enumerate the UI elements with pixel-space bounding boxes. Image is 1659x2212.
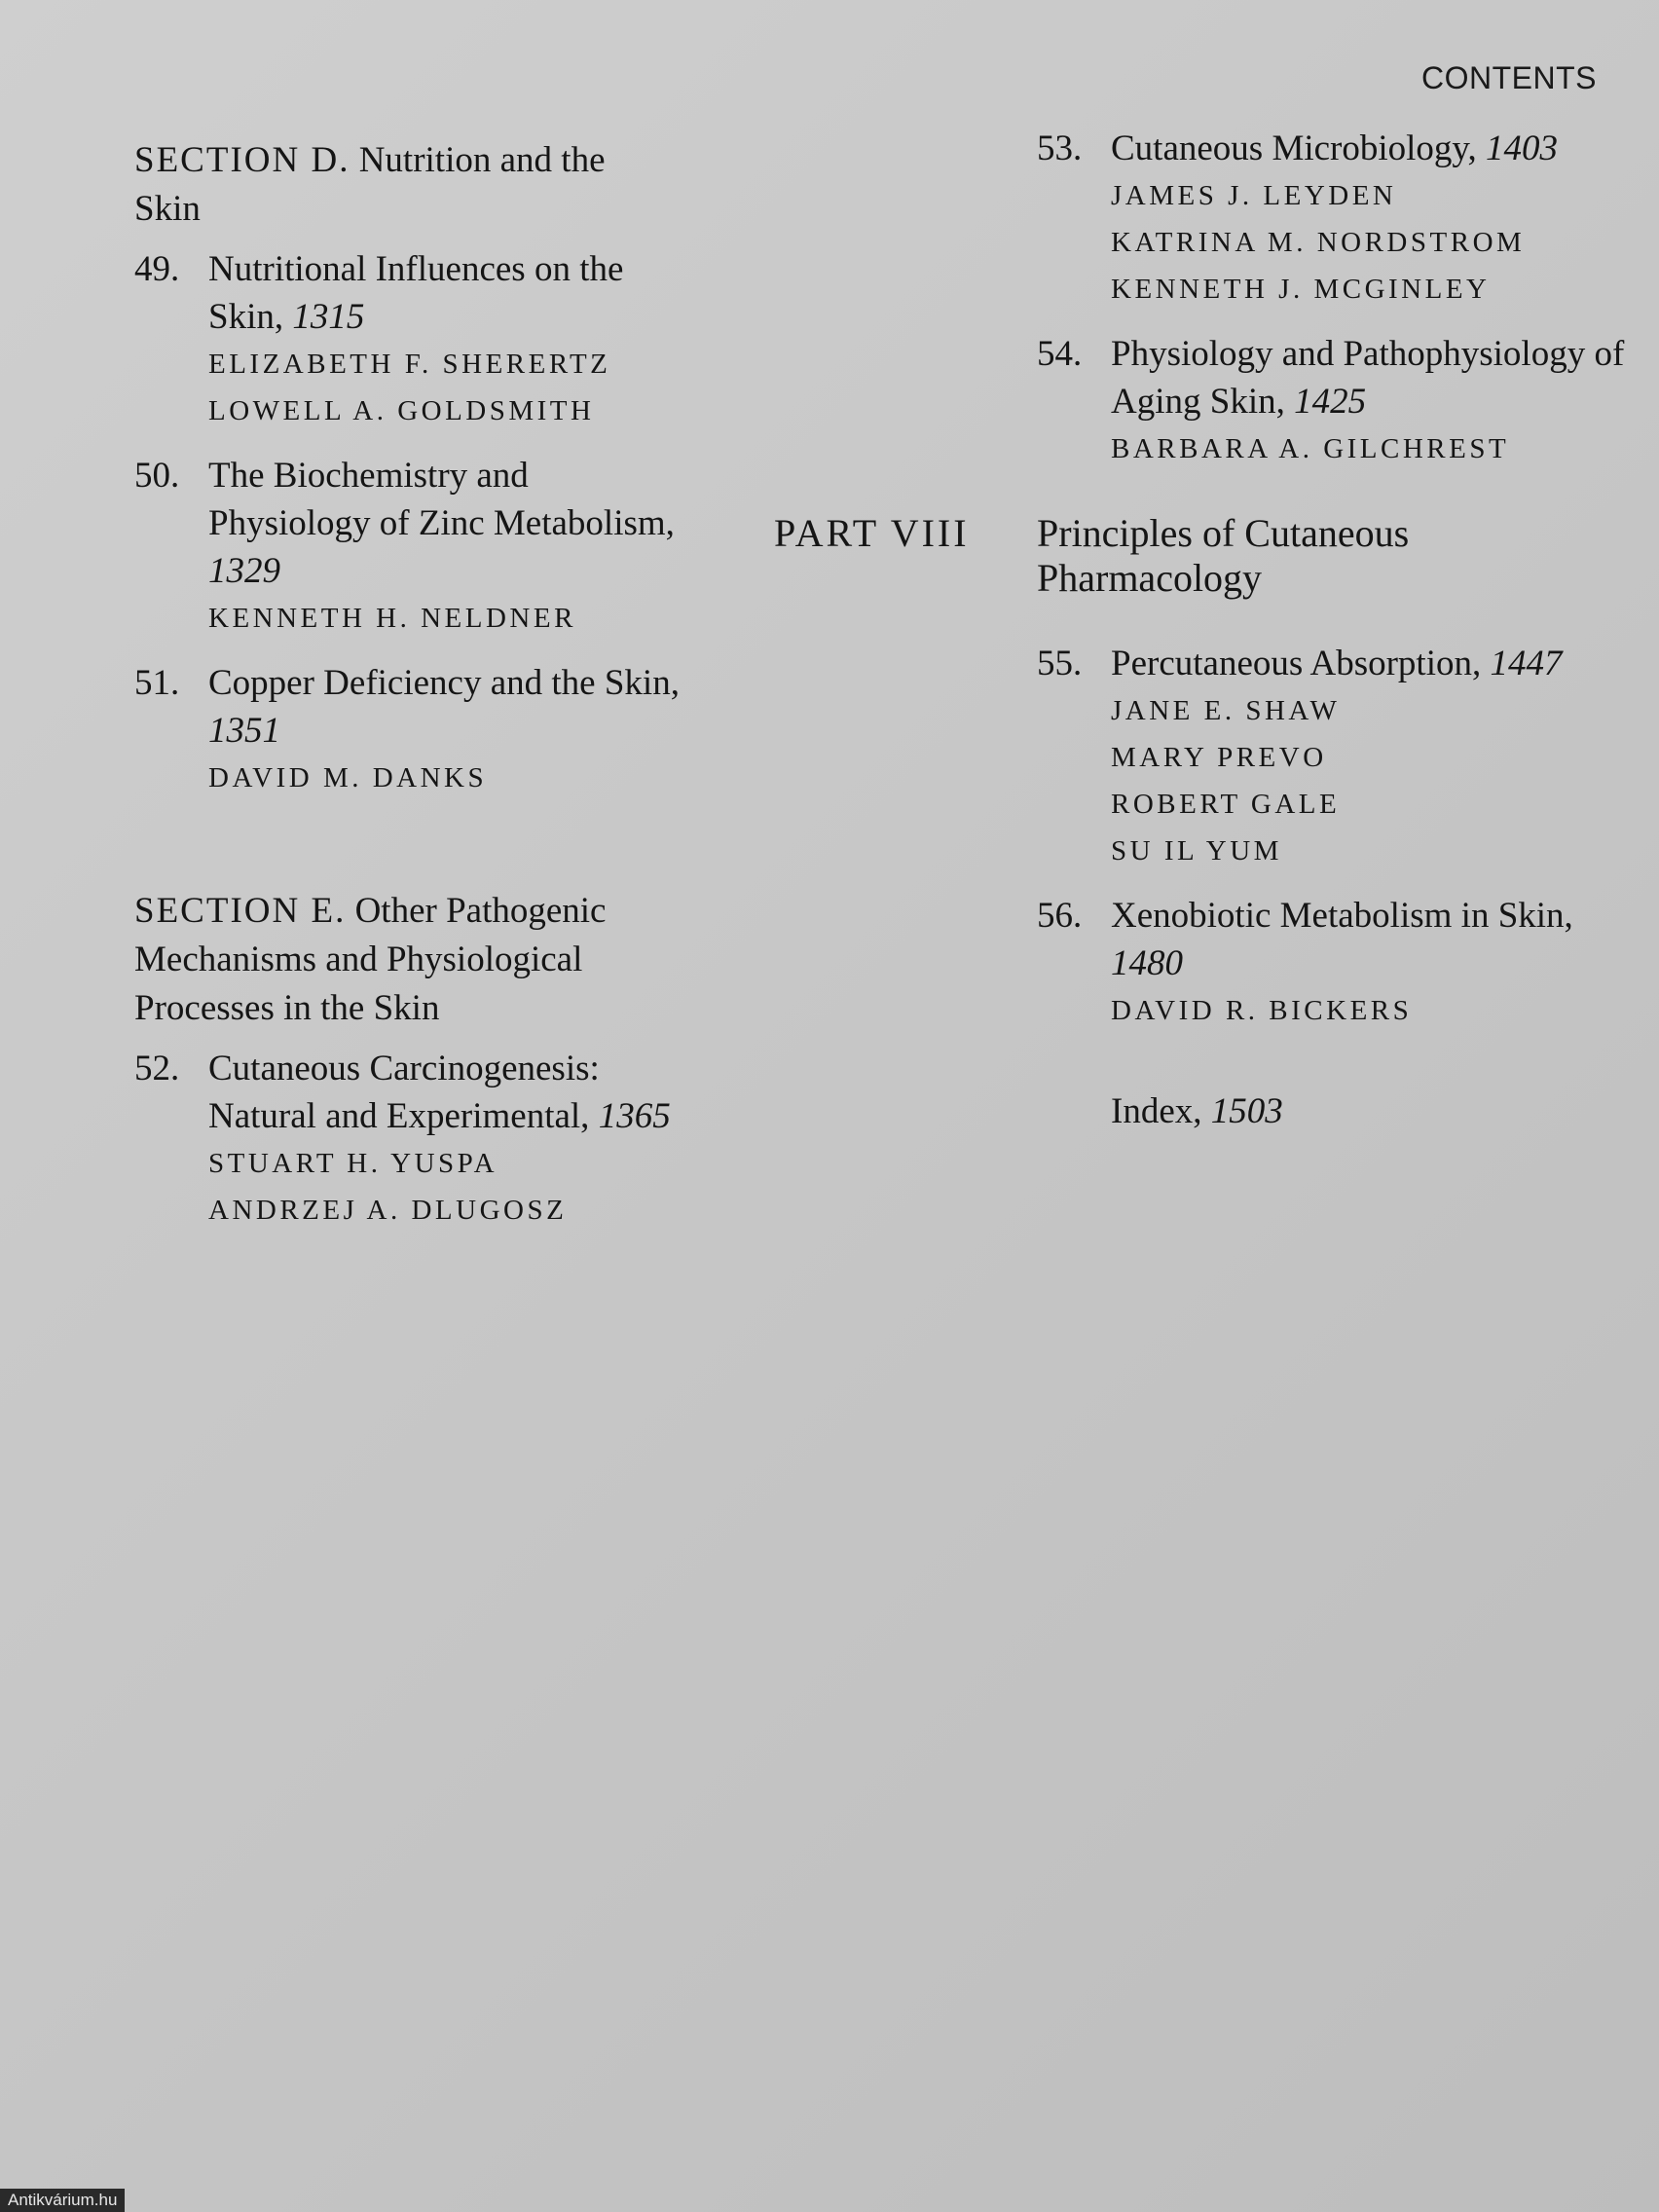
toc-entry-53[interactable] <box>1037 125 1631 313</box>
entry-author: BARBARA A. GILCHREST <box>1111 433 1510 464</box>
right-column <box>774 125 1631 1132</box>
toc-entry-52[interactable] <box>134 1045 680 1234</box>
section-d-heading <box>134 136 680 234</box>
toc-entry-55[interactable] <box>1037 640 1631 874</box>
entry-number: 56. <box>1037 896 1083 936</box>
entry-page: 1480 <box>1111 943 1183 983</box>
entry-page: 1403 <box>1486 129 1559 168</box>
entry-author: DAVID M. DANKS <box>208 762 488 793</box>
section-e-title: Other Pathogenic Mechanisms and Physiological Processes in the Skin <box>134 891 607 1028</box>
entry-title: Cutaneous Carcinogenesis: Natural and Experimental, <box>208 1049 600 1136</box>
entry-title-line <box>208 659 680 755</box>
toc-entry-49[interactable] <box>134 245 680 434</box>
index-label: Index, <box>1111 1091 1202 1131</box>
entry-title: Cutaneous Microbiology, <box>1111 129 1477 168</box>
left-column <box>134 136 680 1251</box>
entry-title: Xenobiotic Metabolism in Skin, <box>1111 896 1573 936</box>
entry-page: 1447 <box>1490 644 1563 683</box>
entry-number: 50. <box>134 456 180 496</box>
entry-title: Copper Deficiency and the Skin, <box>208 663 680 703</box>
entry-number: 53. <box>1037 129 1083 168</box>
section-d-label: SECTION D. <box>134 140 350 180</box>
section-e-label: SECTION E. <box>134 891 347 931</box>
toc-entry-56[interactable] <box>1037 892 1631 1034</box>
entry-title-line <box>208 245 680 341</box>
entry-author: ELIZABETH F. SHERERTZ <box>208 349 611 380</box>
entry-page: 1351 <box>208 711 280 751</box>
entry-author: STUART H. YUSPA <box>208 1148 498 1179</box>
entry-title-line <box>1111 892 1631 987</box>
entry-title-line <box>208 452 680 595</box>
toc-entry-index[interactable] <box>1111 1090 1631 1132</box>
entry-author: MARY PREVO <box>1111 742 1327 773</box>
watermark-label: Antikvárium.hu <box>0 2189 125 2212</box>
entry-number: 52. <box>134 1049 180 1088</box>
toc-entry-54[interactable] <box>1037 330 1631 472</box>
section-d-title: Nutrition and the Skin <box>134 140 606 229</box>
section-spacer <box>134 819 680 887</box>
entry-title: Physiology and Pathophysiology of Aging Skin, <box>1111 334 1625 422</box>
entry-number: 51. <box>134 663 180 703</box>
index-page: 1503 <box>1210 1091 1283 1131</box>
entry-author: KENNETH J. MCGINLEY <box>1111 274 1491 305</box>
part-label: PART VIII <box>774 511 970 555</box>
entry-title-line <box>1111 125 1631 172</box>
entry-author: ANDRZEJ A. DLUGOSZ <box>208 1195 568 1226</box>
entry-page: 1365 <box>598 1096 671 1136</box>
entry-author: JAMES J. LEYDEN <box>1111 180 1397 211</box>
entry-number: 54. <box>1037 334 1083 374</box>
part-title: Principles of Cutaneous Pharmacology <box>1037 511 1410 600</box>
running-head: CONTENTS <box>1421 60 1597 95</box>
entry-page: 1425 <box>1294 382 1367 422</box>
entry-page: 1329 <box>208 551 280 591</box>
part-heading <box>774 511 1631 601</box>
entry-number: 55. <box>1037 644 1083 683</box>
entry-title: Percutaneous Absorption, <box>1111 644 1482 683</box>
entry-author: KENNETH H. NELDNER <box>208 603 576 634</box>
entry-author: DAVID R. BICKERS <box>1111 995 1413 1026</box>
toc-entry-50[interactable] <box>134 452 680 642</box>
entry-title-line <box>1111 640 1631 687</box>
entry-title: The Biochemistry and Physiology of Zinc Metabolism, <box>208 456 675 543</box>
entry-author: KATRINA M. NORDSTROM <box>1111 227 1526 258</box>
toc-entry-51[interactable] <box>134 659 680 801</box>
entry-title-line <box>208 1045 680 1140</box>
entry-title: Nutritional Influences on the Skin, <box>208 249 624 337</box>
entry-author: JANE E. SHAW <box>1111 695 1341 726</box>
section-e-heading <box>134 887 680 1033</box>
entry-page: 1315 <box>292 297 365 337</box>
entry-author: LOWELL A. GOLDSMITH <box>208 395 595 426</box>
entry-author: ROBERT GALE <box>1111 789 1341 820</box>
entry-number: 49. <box>134 249 180 289</box>
entry-title-line <box>1111 330 1631 425</box>
entry-author: SU IL YUM <box>1111 835 1282 866</box>
